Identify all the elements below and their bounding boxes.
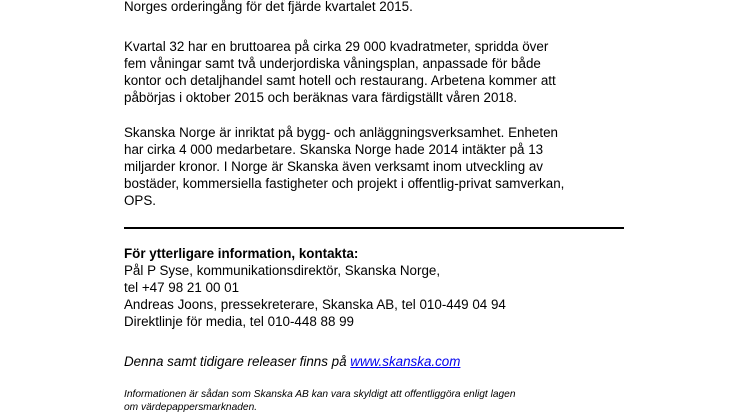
company-paragraph bbox=[124, 124, 564, 209]
contact-heading: För ytterligare information, kontakta: bbox=[124, 246, 359, 261]
legal-disclaimer bbox=[124, 388, 516, 414]
paragraph-line: Kvartal 32 har en bruttoarea på cirka 29 000 kvadratmeter, spridda över bbox=[124, 39, 549, 54]
project-paragraph bbox=[124, 38, 556, 106]
paragraph-line: kontor och detaljhandel samt hotell och restaurang. Arbetena kommer att bbox=[124, 73, 556, 88]
releases-note bbox=[124, 353, 460, 370]
paragraph-line: miljarder kronor. I Norge är Skanska även verksamt inom utveckling av bbox=[124, 159, 543, 174]
skanska-website-link[interactable]: www.skanska.com bbox=[350, 354, 461, 369]
paragraph-line: påbörjas i oktober 2015 och beräknas vara färdigställt våren 2018. bbox=[124, 90, 518, 105]
releases-text: Denna samt tidigare releaser finns på bbox=[124, 354, 351, 369]
contact-line: Direktlinje för media, tel 010-448 88 99 bbox=[124, 314, 355, 329]
paragraph-line: Skanska Norge är inriktat på bygg- och anläggningsverksamhet. Enheten bbox=[124, 125, 558, 140]
disclaimer-line: Informationen är sådan som Skanska AB kan vara skyldigt att offentliggöra enligt lagen bbox=[124, 389, 516, 400]
section-divider bbox=[124, 227, 624, 229]
contact-line: Andreas Joons, pressekreterare, Skanska AB, tel 010-449 04 94 bbox=[124, 297, 506, 312]
contact-line: Pål P Syse, kommunikationsdirektör, Skanska Norge, bbox=[124, 263, 441, 278]
paragraph-line: OPS. bbox=[124, 193, 156, 208]
intro-paragraph bbox=[124, 0, 413, 15]
paragraph-line: fem våningar samt två underjordiska våningsplan, anpassade för både bbox=[124, 56, 541, 71]
paragraph-line: Norges orderingång för det fjärde kvartalet 2015. bbox=[124, 0, 413, 14]
paragraph-line: har cirka 4 000 medarbetare. Skanska Norge hade 2014 intäkter på 13 bbox=[124, 142, 544, 157]
contact-section bbox=[124, 245, 506, 330]
contact-line: tel +47 98 21 00 01 bbox=[124, 280, 240, 295]
paragraph-line: bostäder, kommersiella fastigheter och projekt i offentlig-privat samverkan, bbox=[124, 176, 565, 191]
disclaimer-line: om värdepappersmarknaden. bbox=[124, 402, 258, 413]
